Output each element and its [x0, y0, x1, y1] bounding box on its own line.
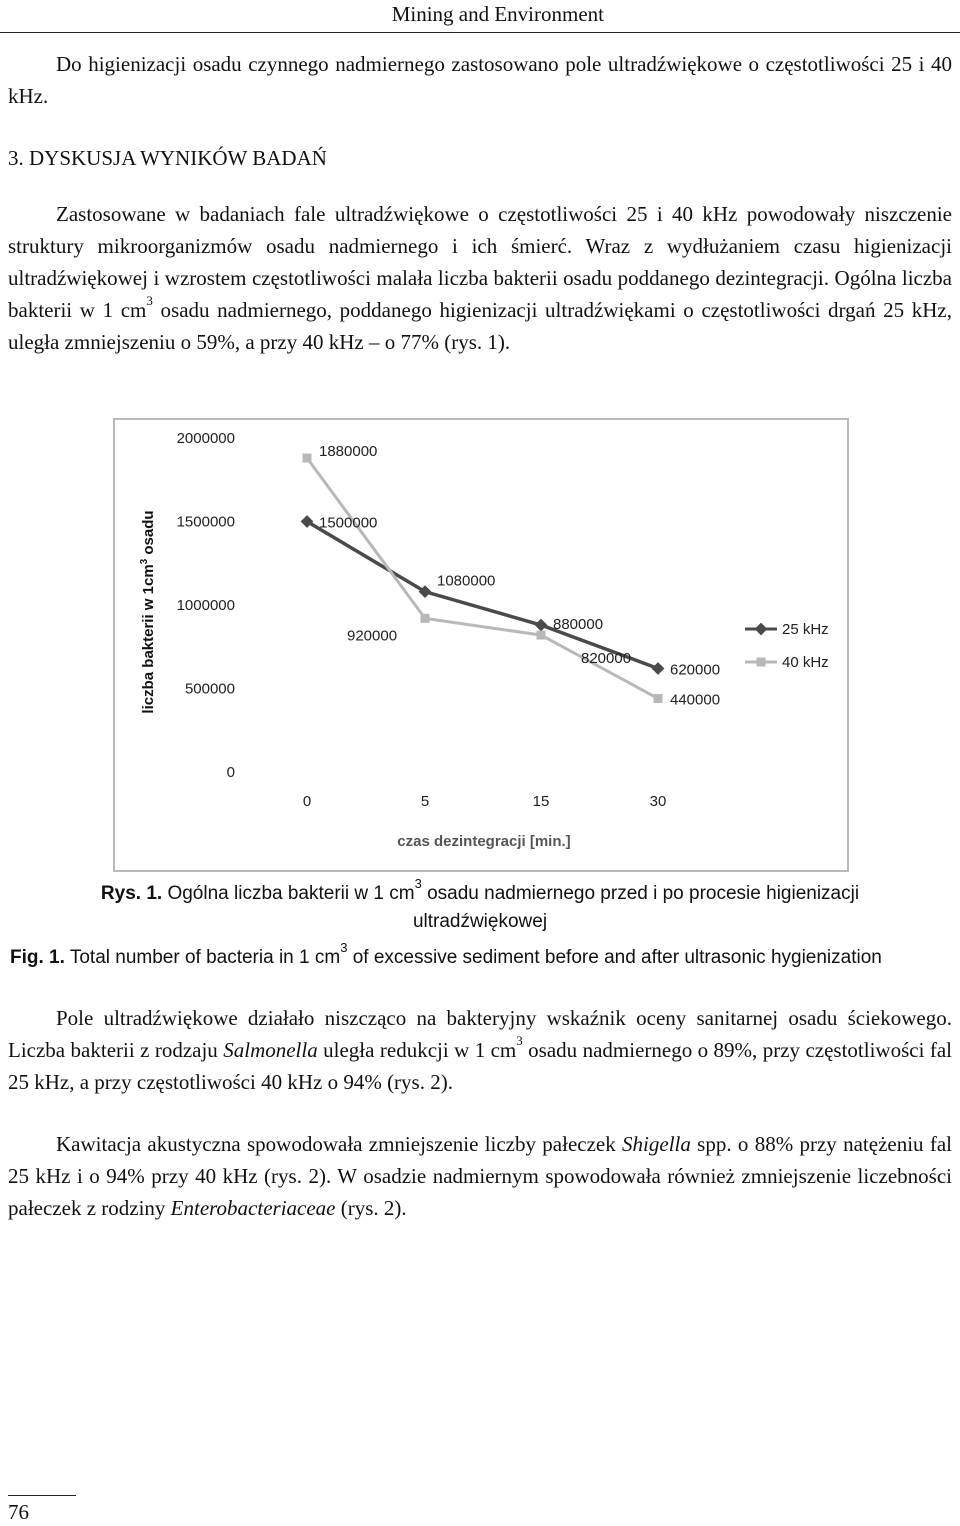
p1-superscript: 3 — [146, 293, 153, 308]
x-tick-label: 30 — [649, 793, 667, 810]
data-label: 820000 — [581, 650, 632, 668]
legend-marker — [755, 623, 768, 636]
p2-italic-salmonella: Salmonella — [223, 1038, 318, 1062]
discussion-paragraph-3 — [8, 1128, 952, 1224]
page-number: 76 — [8, 1500, 29, 1524]
y-tick-label: 1500000 — [176, 513, 235, 531]
legend-label: 40 kHz — [782, 654, 829, 671]
p2-superscript: 3 — [516, 1033, 523, 1048]
discussion-paragraph-2 — [8, 1002, 952, 1098]
p3-text-c: (rys. 2). — [335, 1196, 407, 1220]
y-tick-label: 2000000 — [176, 430, 235, 447]
p1-text-a: Zastosowane w badaniach fale ultradźwiękowe o częstotliwości 25 i 40 kHz powodowały niszczenie struktury mikroorganizmów osadu nadmiernego i ich śmierć. Wraz z wydłużaniem czasu higienizacji ultradźwiękowej i wzrostem częstotliwości malała liczba bakterii osadu poddanego dezintegracji. Ogólna liczba bakterii w 1 cm — [8, 202, 952, 322]
chart-frame — [113, 418, 849, 872]
y-axis-label — [139, 510, 157, 713]
data-point-marker — [652, 662, 665, 675]
x-axis-label: czas dezintegracji [min.] — [397, 833, 571, 850]
data-label: 620000 — [670, 661, 721, 679]
p1-text-b: osadu nadmiernego, poddanego higienizacji ultradźwiękami o częstotliwości drgań 25 kHz, uległa zmniejszeniu o 59%, a przy 40 kHz – o 77% (rys. 1). — [8, 298, 953, 354]
discussion-paragraph-1 — [8, 198, 952, 358]
y-axis-label-a: liczba bakterii w 1cm — [140, 564, 157, 714]
legend-marker — [757, 658, 766, 667]
data-label: 440000 — [670, 691, 721, 709]
data-point-marker — [303, 454, 312, 463]
data-point-marker — [535, 619, 548, 632]
data-point-marker — [654, 694, 663, 703]
p2-text-b: uległa redukcji w 1 cm — [317, 1038, 517, 1062]
p2-text-a: Pole ultradźwiękowe działało niszcząco na bakteryjny wskaźnik oceny sanitarnej osadu ściekowego. Liczba bakterii z rodzaju — [8, 1006, 952, 1062]
data-label: 920000 — [347, 627, 398, 645]
p3-italic-shigella: Shigella — [622, 1132, 691, 1156]
x-tick-label: 5 — [420, 793, 430, 810]
caption-pl-text-b: osadu nadmiernego przed i po procesie higienizacji ultradźwiękowej — [412, 883, 860, 932]
bacteria-line-chart — [115, 420, 847, 870]
figure-caption-pl — [72, 875, 888, 936]
caption-pl-text-a: Ogólna liczba bakterii w 1 cm — [162, 883, 415, 904]
caption-pl-label: Rys. 1. — [100, 883, 163, 904]
data-point-marker — [537, 631, 546, 640]
y-tick-label: 500000 — [184, 680, 235, 698]
legend-label: 25 kHz — [782, 621, 829, 638]
data-label: 880000 — [553, 616, 604, 634]
x-axis-ticks — [303, 793, 667, 810]
p2-text-c: osadu nadmiernego o 89%, przy częstotliwości fal 25 kHz, a przy częstotliwości 40 kHz o 94% (rys. 2). — [8, 1038, 952, 1094]
x-tick-label: 0 — [302, 793, 312, 810]
data-label: 1080000 — [437, 572, 496, 590]
intro-paragraph — [8, 48, 952, 112]
data-label: 1880000 — [319, 443, 378, 461]
section-heading: 3. DYSKUSJA WYNIKÓW BADAŃ — [8, 146, 327, 170]
series-line-25khz — [307, 522, 658, 669]
caption-pl-sup: 3 — [414, 875, 422, 891]
y-axis-label-sup: 3 — [139, 558, 150, 565]
caption-en-label: Fig. 1. — [10, 947, 65, 968]
running-header — [0, 0, 960, 33]
y-tick-label: 1000000 — [176, 597, 235, 614]
y-axis-label-b: osadu — [140, 510, 157, 559]
p3-text-a: Kawitacja akustyczna spowodowała zmniejszenie liczby pałeczek — [56, 1132, 623, 1156]
footer-rule — [8, 1495, 76, 1496]
chart-legend — [745, 621, 829, 671]
data-label: 1500000 — [319, 514, 378, 532]
figure-caption-en — [10, 939, 954, 972]
x-tick-label: 15 — [532, 793, 550, 810]
p3-text-b: spp. o 88% przy natężeniu fal 25 kHz i o 94% przy 40 kHz (rys. 2). W osadzie nadmiernym spowodowała również zmniejszenie liczebności pałeczek z rodziny — [8, 1132, 952, 1220]
journal-title: Mining and Environment — [391, 2, 604, 26]
y-axis-ticks — [177, 430, 235, 781]
y-tick-label: 0 — [226, 764, 235, 781]
caption-en-text-a: Total number of bacteria in 1 cm — [64, 947, 341, 968]
caption-en-text-b: of excessive sediment before and after ultrasonic hygienization — [347, 947, 882, 968]
p3-italic-enterobacteriaceae: Enterobacteriaceae — [170, 1196, 336, 1220]
intro-text: Do higienizacji osadu czynnego nadmiernego zastosowano pole ultradźwiękowe o częstotliwości 25 i 40 kHz. — [8, 52, 952, 108]
data-point-marker — [421, 614, 430, 623]
caption-en-sup: 3 — [340, 939, 348, 955]
